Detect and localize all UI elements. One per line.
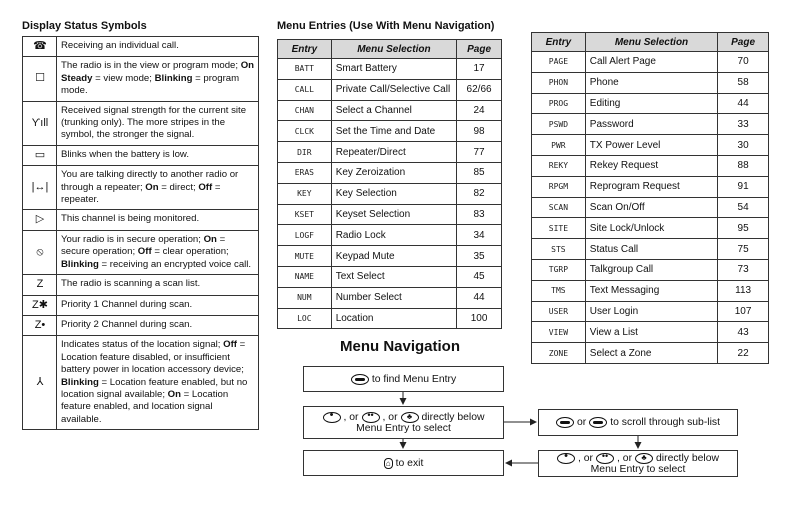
menu-selection: Scan On/Off [585, 197, 717, 218]
menu-selection: Select a Zone [585, 343, 717, 364]
entry-code: ZONE [532, 343, 586, 364]
description-segment: This channel is being monitored. [61, 213, 200, 225]
menu-selection: Key Zeroization [331, 162, 456, 183]
page-number: 54 [718, 197, 769, 218]
entry-code: STS [532, 239, 586, 260]
entry-code: VIEW [532, 322, 586, 343]
column-header: Page [718, 33, 769, 52]
page-number: 100 [457, 308, 502, 329]
entry-code: PHON [532, 72, 586, 93]
entry-code: NUM [278, 287, 332, 308]
page-number: 85 [457, 162, 502, 183]
menu-selection: Number Select [331, 287, 456, 308]
description-segment: The radio is scanning a scan list. [61, 278, 201, 290]
column-header: Menu Selection [585, 33, 717, 52]
description-segment: Priority 1 Channel during scan. [61, 298, 193, 310]
secure-icon: ⦸ [36, 245, 44, 258]
description-segment: Indicates status of the location signal; [61, 339, 224, 351]
entry-code: KEY [278, 183, 332, 204]
page-number: 44 [457, 287, 502, 308]
square-icon: ☐ [35, 72, 45, 85]
menu-selection: Location [331, 308, 456, 329]
page-number: 17 [457, 59, 502, 80]
menu-selection: Status Call [585, 239, 717, 260]
menu-selection: Call Alert Page [585, 52, 717, 73]
menu-selection: Talkgroup Call [585, 259, 717, 280]
page-number: 62/66 [457, 79, 502, 100]
nav-or-text: , or [343, 411, 359, 423]
description-segment: = clear operation; [151, 246, 229, 258]
priority-1-icon: Z✱ [32, 298, 48, 311]
menu-selection: Text Messaging [585, 280, 717, 301]
entry-code: BATT [278, 59, 332, 80]
nav-entry-to-select-text: Menu Entry to select [356, 422, 451, 434]
nav-or-text: , or [617, 452, 633, 464]
menu-selection: Set the Time and Date [331, 121, 456, 142]
entry-code: PROG [532, 93, 586, 114]
entry-code: LOGF [278, 225, 332, 246]
description-segment: Received signal strength for the current site (trunking only). The more stripes in the symbol, the stronger the signal. [61, 104, 247, 141]
description-segment: Blinking [61, 376, 99, 388]
signal-strength-icon: Ƴıll [31, 116, 49, 129]
description-segment: On [145, 181, 159, 193]
menu-selection: Editing [585, 93, 717, 114]
page-number: 30 [718, 135, 769, 156]
entry-code: LOC [278, 308, 332, 329]
entry-code: NAME [278, 266, 332, 287]
description-segment: = secure operation; [61, 233, 226, 258]
description-segment: Priority 2 Channel during scan. [61, 318, 193, 330]
menu-selection: Smart Battery [331, 59, 456, 80]
entry-code: ERAS [278, 162, 332, 183]
nav-scroll-text: to scroll through sub-list [610, 417, 720, 428]
entry-code: CALL [278, 79, 332, 100]
column-header: Page [457, 40, 502, 59]
page-number: 58 [718, 72, 769, 93]
page-number: 45 [457, 266, 502, 287]
menu-selection: Password [585, 114, 717, 135]
menu-selection: Rekey Request [585, 155, 717, 176]
menu-selection: Key Selection [331, 183, 456, 204]
menu-selection: Private Call/Selective Call [331, 79, 456, 100]
description-segment: = repeater. [61, 181, 221, 206]
description-segment: Receiving an individual call. [61, 40, 179, 51]
page-number: 70 [718, 52, 769, 73]
entry-code: SITE [532, 218, 586, 239]
page-number: 95 [718, 218, 769, 239]
nav-or-text: or [577, 417, 587, 428]
menu-selection: Select a Channel [331, 100, 456, 121]
description-segment: You are talking directly to another radio or through a repeater; [61, 169, 239, 193]
page-number: 83 [457, 204, 502, 225]
entry-code: KSET [278, 204, 332, 225]
description-segment: Blinks when the battery is low. [61, 148, 189, 160]
page-number: 91 [718, 176, 769, 197]
nav-directly-below-text: directly below [421, 411, 485, 423]
priority-2-icon: Z• [34, 318, 46, 331]
description-segment: Blinking [61, 258, 99, 270]
direct-icon: |↔| [31, 181, 49, 194]
nav-find-text: to find Menu Entry [371, 373, 457, 385]
description-segment: On Steady [61, 60, 255, 84]
description-segment: = Location feature enabled, and location signal available. [61, 388, 229, 425]
menu-selection: Phone [585, 72, 717, 93]
entry-code: SCAN [532, 197, 586, 218]
nav-or-text: , or [382, 411, 398, 423]
page-number: 113 [718, 280, 769, 301]
display-status-title: Display Status Symbols [22, 20, 147, 32]
battery-icon: ▭ [34, 148, 46, 161]
entry-code: RPGM [532, 176, 586, 197]
page-number: 73 [718, 259, 769, 280]
description-segment: The radio is in the view or program mode; [61, 60, 241, 72]
description-segment: = receiving an encrypted voice call. [98, 258, 252, 270]
entry-code: PSWD [532, 114, 586, 135]
description-segment: = Location feature disabled, or insufficient battery power in location accessory device; [61, 339, 246, 376]
page-number: 35 [457, 246, 502, 267]
monitor-icon: ▷ [35, 213, 45, 226]
entry-code: DIR [278, 142, 332, 163]
incoming-call-icon: ☎ [33, 40, 47, 52]
menu-selection: Radio Lock [331, 225, 456, 246]
entry-code: TGRP [532, 259, 586, 280]
menu-selection: User Login [585, 301, 717, 322]
entry-code: TMS [532, 280, 586, 301]
entry-code: CHAN [278, 100, 332, 121]
entry-code: REKY [532, 155, 586, 176]
page-number: 88 [718, 155, 769, 176]
description-segment: Off [198, 181, 213, 193]
page-number: 82 [457, 183, 502, 204]
page-number: 34 [457, 225, 502, 246]
description-segment: = view mode; [92, 72, 155, 84]
menu-selection: TX Power Level [585, 135, 717, 156]
entry-code: CLCK [278, 121, 332, 142]
description-segment: = direct; [158, 181, 199, 193]
nav-directly-below-text: directly below [656, 452, 719, 464]
menu-selection: Keypad Mute [331, 246, 456, 267]
page-number: 77 [457, 142, 502, 163]
page-number: 43 [718, 322, 769, 343]
column-header: Menu Selection [331, 40, 456, 59]
column-header: Entry [278, 40, 332, 59]
nav-exit-text: to exit [395, 457, 424, 469]
menu-selection: Repeater/Direct [331, 142, 456, 163]
location-icon: ⅄ [36, 376, 44, 389]
description-segment: On [167, 388, 181, 400]
column-header: Entry [532, 33, 586, 52]
menu-navigation-title: Menu Navigation [340, 338, 461, 355]
menu-selection: Reprogram Request [585, 176, 717, 197]
page-number: 107 [718, 301, 769, 322]
menu-selection: Keyset Selection [331, 204, 456, 225]
page-number: 44 [718, 93, 769, 114]
menu-entries-title: Menu Entries (Use With Menu Navigation) [277, 20, 495, 32]
scan-icon: Z [36, 278, 44, 291]
menu-selection: Site Lock/Unlock [585, 218, 717, 239]
menu-selection: View a List [585, 322, 717, 343]
page-number: 33 [718, 114, 769, 135]
nav-or-text: , or [578, 452, 594, 464]
description-segment: Off [137, 246, 152, 258]
description-segment: Your radio is in secure operation; [61, 233, 204, 245]
entry-code: PAGE [532, 52, 586, 73]
page-number: 98 [457, 121, 502, 142]
entry-code: MUTE [278, 246, 332, 267]
description-segment: = Location feature enabled, but no location signal available; [61, 376, 248, 400]
entry-code: PWR [532, 135, 586, 156]
description-segment: = program mode. [61, 72, 240, 97]
page-number: 75 [718, 239, 769, 260]
page-number: 24 [457, 100, 502, 121]
nav-entry-to-select-text: Menu Entry to select [590, 463, 686, 475]
description-segment: Blinking [154, 72, 193, 84]
page-number: 22 [718, 343, 769, 364]
description-segment: On [203, 233, 217, 245]
entry-code: USER [532, 301, 586, 322]
description-segment: Off [223, 339, 237, 351]
menu-selection: Text Select [331, 266, 456, 287]
